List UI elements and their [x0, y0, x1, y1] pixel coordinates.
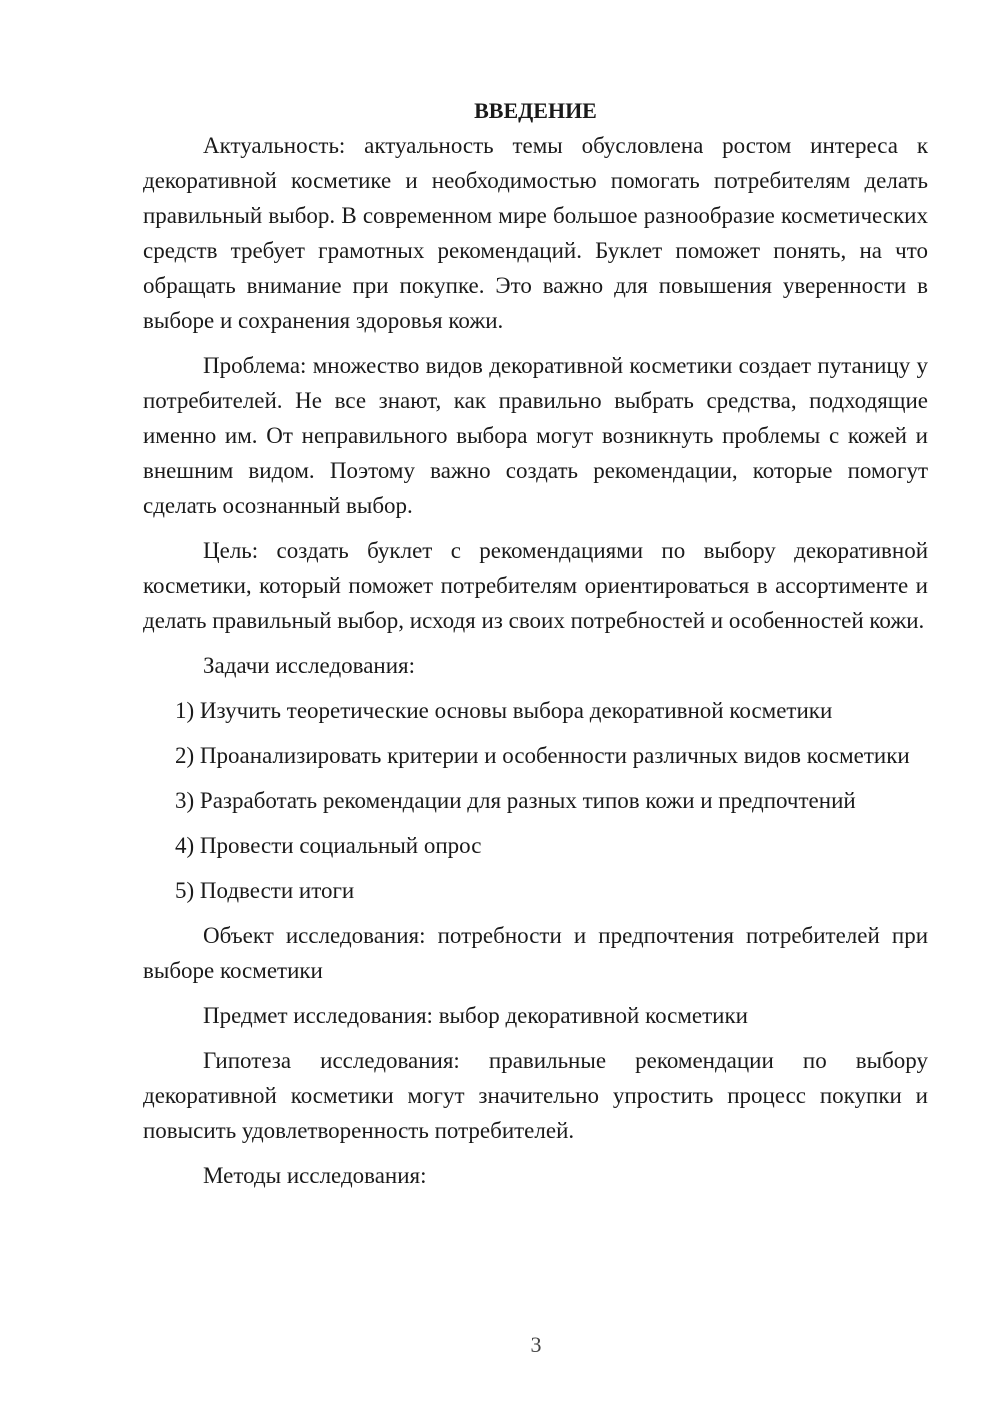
paragraph-methods: Методы исследования: [203, 1163, 427, 1188]
paragraph-hypothesis: Гипотеза исследования: правильные рекомендации по выбору декоративной косметики могут значительно упростить процесс покупки и повысить удовлетворенность потребителей. [143, 1048, 928, 1143]
paragraph-object: Объект исследования: потребности и предпочтения потребителей при выборе косметики [143, 923, 928, 983]
page-title: ВВЕДЕНИЕ [474, 98, 597, 123]
paragraph-relevance: Актуальность: актуальность темы обусловлена ростом интереса к декоративной косметике и необходимостью помогать потребителям делать правильный выбор. В современном мире большое разнообразие косметических средств требует грамотных рекомендаций. Буклет поможет понять, на что обращать внимание при покупке. Это важно для повышения уверенности в выборе и сохранения здоровья кожи. [143, 133, 928, 333]
task-item: 5) Подвести итоги [175, 878, 355, 903]
page-number: 3 [530, 1332, 542, 1357]
task-item: 1) Изучить теоретические основы выбора декоративной косметики [175, 698, 833, 723]
task-item: 3) Разработать рекомендации для разных типов кожи и предпочтений [175, 788, 856, 813]
paragraph-subject: Предмет исследования: выбор декоративной косметики [203, 1003, 748, 1028]
paragraph-goal: Цель: создать буклет с рекомендациями по выбору декоративной косметики, который поможет потребителям ориентироваться в ассортименте и делать правильный выбор, исходя из своих потребностей и особенностей кожи. [143, 538, 928, 633]
task-item: 2) Проанализировать критерии и особенности различных видов косметики [175, 743, 910, 768]
paragraph-tasks-heading: Задачи исследования: [203, 653, 416, 678]
task-item: 4) Провести социальный опрос [175, 833, 482, 858]
document-page [143, 93, 928, 1203]
paragraph-problem: Проблема: множество видов декоративной косметики создает путаницу у потребителей. Не все знают, как правильно выбрать средства, подходящие именно им. От неправильного выбора могут возникнуть проблемы с кожей и внешним видом. Поэтому важно создать рекомендации, которые помогут сделать осознанный выбор. [143, 353, 928, 518]
